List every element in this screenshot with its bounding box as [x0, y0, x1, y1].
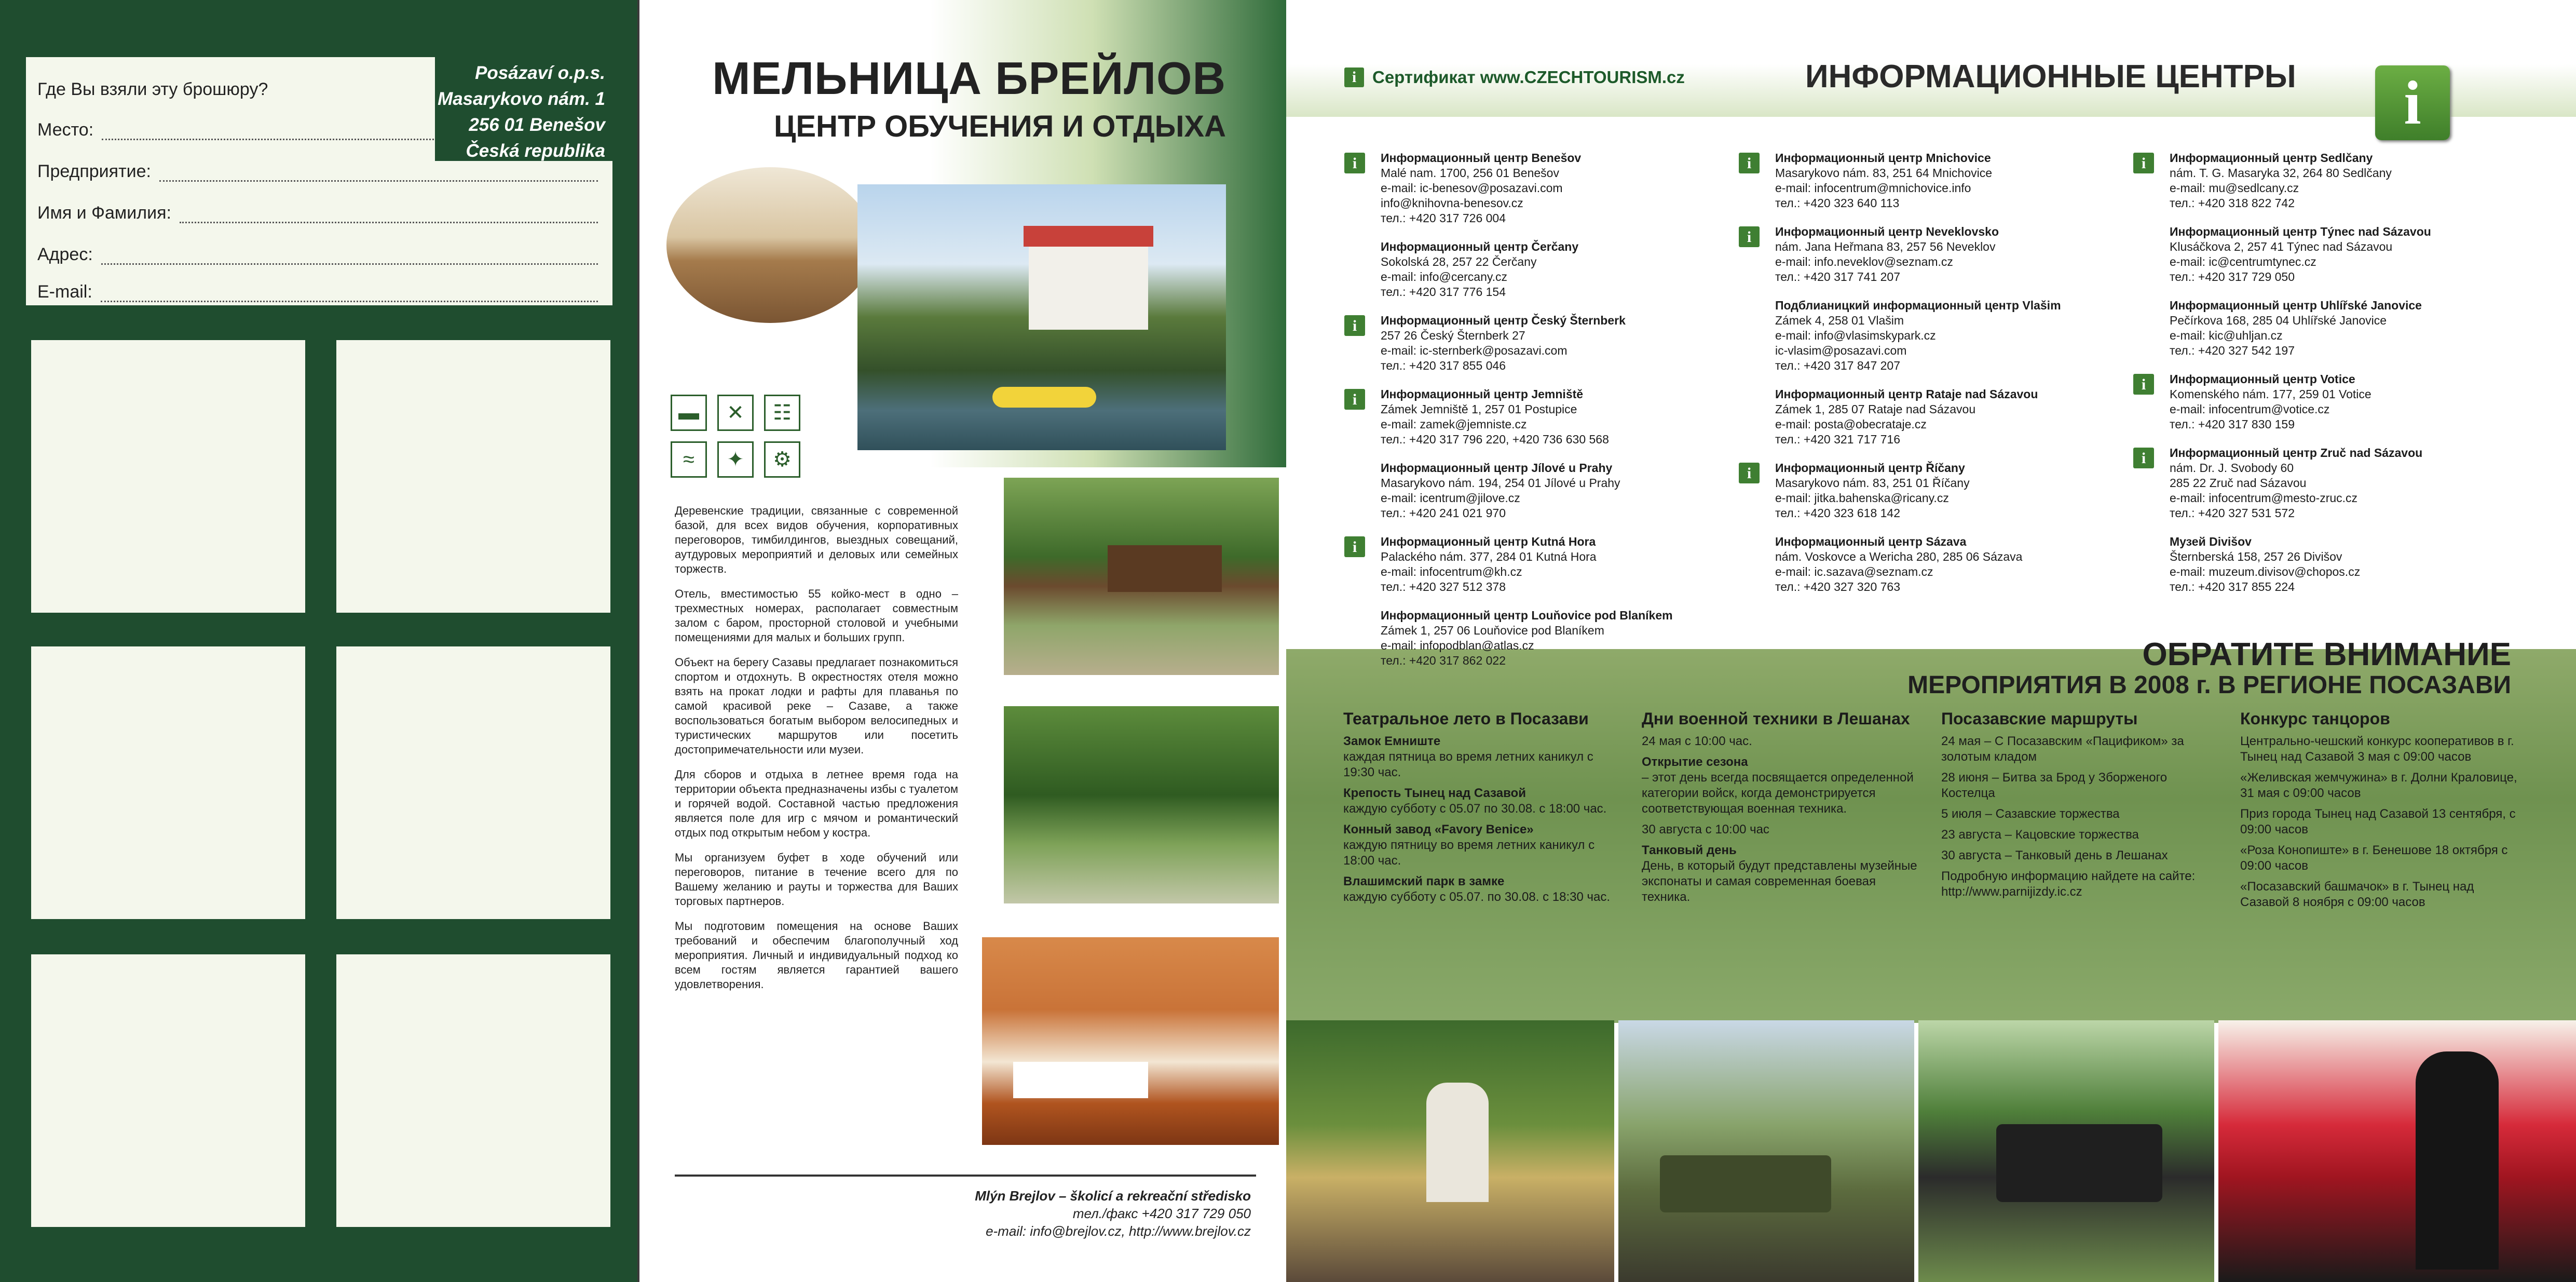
info-center-line: тел.: +420 317 855 224: [2170, 580, 2295, 593]
boat-icon: ≈: [671, 441, 707, 478]
blank-slot: [31, 954, 305, 1227]
centers-column-1: [1344, 151, 1728, 682]
theatre-photo: [1286, 1020, 1614, 1282]
event-text: Приз города Тынец над Сазавой 13 сентября, с 09:00 часов: [2240, 807, 2516, 836]
info-center-line: тел.: +420 241 021 970: [1381, 506, 1506, 520]
info-center-line: nám. Dr. J. Svobody 60: [2170, 461, 2294, 475]
event-text: 28 июня – Битва за Брод у Зборженого Костелца: [1941, 771, 2168, 800]
info-center-name: Информационный центр Sázava: [1775, 535, 1967, 548]
info-center-line: тел.: +420 321 717 716: [1775, 433, 1900, 446]
event-title: Влашимский парк в замке: [1343, 874, 1505, 888]
centers-column-3: [2133, 151, 2528, 608]
event-text: каждую пятницу во время летних каникул с 18:00 час.: [1343, 838, 1595, 868]
event-heading: Посазавские маршруты: [1941, 709, 2138, 728]
events-column-theatre: [1343, 709, 1618, 910]
certified-info-icon: i: [1739, 463, 1760, 483]
info-center-email[interactable]: ic-vlasim@posazavi.com: [1775, 344, 1907, 357]
info-center-line: Šternberská 158, 257 26 Divišov: [2170, 550, 2342, 563]
cutlery-icon: ✕: [717, 395, 754, 431]
info-center-name: Подблианицкий информационный центр Vlašim: [1775, 299, 2061, 312]
info-center-line: тел.: +420 317 776 154: [1381, 285, 1506, 299]
info-center-line: тел.: +420 317 796 220, +420 736 630 568: [1381, 433, 1609, 446]
event-text: 24 мая – С Посазавским «Пацификом» за золотым кладом: [1941, 734, 2184, 764]
feedback-panel: [0, 0, 637, 1282]
certified-info-icon: i: [2133, 448, 2154, 468]
events-column-military: [1642, 709, 1919, 910]
info-center-email[interactable]: e-mail: info@vlasimskypark.cz: [1775, 329, 1936, 342]
info-center-line: Masarykovo nám. 83, 251 01 Říčany: [1775, 476, 1970, 490]
info-center-line: Zámek 1, 285 07 Rataje nad Sázavou: [1775, 402, 1976, 416]
certified-info-icon: i: [1344, 315, 1365, 336]
certified-info-icon: i: [1739, 226, 1760, 247]
event-item: [1343, 786, 1618, 817]
info-center-name: Информационный центр Týnec nad Sázavou: [2170, 225, 2431, 238]
info-center-line: Palackého nám. 377, 284 01 Kutná Hora: [1381, 550, 1597, 563]
info-center-email[interactable]: e-mail: zamek@jemniste.cz: [1381, 417, 1527, 431]
info-center-name: Информационный центр Jílové u Prahy: [1381, 461, 1613, 475]
info-centers-panel: [1286, 0, 2576, 1282]
event-text: – этот день всегда посвящается определенной категории войск, когда демонстрируется соответствующая военная техника.: [1642, 771, 1914, 816]
certified-info-icon: i: [1344, 153, 1365, 173]
cabin-photo: [1004, 478, 1279, 675]
info-center-email[interactable]: e-mail: ic.sazava@seznam.cz: [1775, 565, 1933, 578]
info-center-line: Klusáčkova 2, 257 41 Týnec nad Sázavou: [2170, 240, 2393, 253]
info-center-line: nám. Jana Heřmana 83, 257 56 Neveklov: [1775, 240, 1996, 253]
event-heading: Театральное лето в Посазави: [1343, 709, 1589, 728]
event-text: 23 августа – Кацовские торжества: [1941, 828, 2139, 842]
info-center-line: тел.: +420 317 847 207: [1775, 359, 1900, 372]
event-title: Крепость Тынец над Сазавой: [1343, 786, 1526, 800]
field-place[interactable]: Место:: [37, 109, 437, 140]
info-center-entry: [2133, 372, 2528, 432]
info-center-line: тел.: +420 327 320 763: [1775, 580, 1900, 593]
event-text: «Желивская жемчужина» в г. Долни Краловице, 31 мая с 09:00 часов: [2240, 771, 2517, 800]
info-center-email[interactable]: e-mail: posta@obecrataje.cz: [1775, 417, 1927, 431]
info-center-line: 285 22 Zruč nad Sázavou: [2170, 476, 2307, 490]
info-center-name: Информационный центр Neveklovsko: [1775, 225, 1999, 238]
event-item: [1343, 734, 1618, 780]
publisher-address: Posázaví o.p.s. Masarykovo nám. 1 256 01 Benešov Česká republika: [435, 57, 612, 161]
field-address[interactable]: Адрес:: [37, 234, 598, 265]
info-center-entry: [2133, 534, 2528, 595]
info-center-entry: [1344, 313, 1728, 373]
info-center-name: Информационный центр Říčany: [1775, 461, 1965, 475]
place-line[interactable]: [102, 119, 437, 140]
events-column-routes: [1941, 709, 2221, 905]
mill-panel: [639, 0, 1286, 1282]
certified-info-icon: i: [2133, 374, 2154, 395]
info-center-email[interactable]: info@knihovna-benesov.cz: [1381, 196, 1523, 210]
mill-river-photo: [857, 184, 1226, 450]
info-center-line: тел.: +420 327 512 378: [1381, 580, 1506, 593]
info-center-entry: [1344, 151, 1728, 226]
boats: [992, 387, 1096, 408]
info-center-name: Информационный центр Mnichovice: [1775, 151, 1991, 165]
info-center-entry: [2133, 151, 2528, 211]
info-center-email[interactable]: e-mail: infocentrum@mesto-zruc.cz: [2170, 491, 2358, 505]
info-center-email[interactable]: e-mail: mu@sedlcany.cz: [2170, 181, 2299, 195]
info-center-name: Информационный центр Jemniště: [1381, 387, 1584, 401]
classroom-photo: [666, 167, 874, 323]
info-center-email[interactable]: e-mail: ic-sternberk@posazavi.com: [1381, 344, 1568, 357]
mill-description: Деревенские традиции, связанные с современной базой, для всех видов обучения, корпоративных переговоров, тимбилдингов, выездных совещаний, аутдуровых мероприятий и деловых или семейных торжеств. Отель, вместимостью 55 койко-мест в одно – трехместных номерах, располагает совместным залом с баром, просторной столовой и учебными помещениями для малых и больших групп. Объект на берегу Сазавы предлагает познакомиться спортом и отдохнуть. В окрестностях отеля можно взять на прокат лодки и рафты для плаванья по самой красивой реке – Сазаве, а также воспользоваться богатым выбором велосипедных и туристических маршрутов или посетить достопримечательности или музеи. Для сборов и отдыха в летнее время года на территории объекта предназначены избы с туалетом и горячей водой. Составной частью предложения является поле для игр с мячом и романтический отдых под открытым небом у костра. Мы организуем буфет в ходе обучений или переговоров, питание в течение всего для по Вашему желанию и рауты и торжества для Ваших торговых партнеров. Мы подготовим помещения на основе Ваших требований и обеспечим благополучный ход мероприятия. Личный и индивидуальный подход ко всем гостям является гарантией вашего удовлетворения.: [675, 504, 958, 991]
event-item: [2240, 843, 2520, 874]
info-center-line: Zámek 1, 257 06 Louňovice pod Blaníkem: [1381, 624, 1604, 637]
event-title: Замок Емниште: [1343, 734, 1441, 748]
event-text: 30 августа с 10:00 час: [1642, 822, 1769, 836]
blank-slot: [336, 340, 610, 613]
info-center-line: Zámek 4, 258 01 Vlašim: [1775, 314, 1904, 327]
info-center-line: Sokolská 28, 257 22 Čerčany: [1381, 255, 1537, 268]
dancer: [2416, 1051, 2499, 1270]
mill-building: [1029, 241, 1148, 330]
info-center-line: Malé nam. 1700, 256 01 Benešov: [1381, 166, 1559, 180]
event-text: 30 августа – Танковый день в Лешанах: [1941, 848, 2168, 862]
info-center-entry: [1739, 461, 2123, 521]
info-center-email[interactable]: e-mail: jitka.bahenska@ricany.cz: [1775, 491, 1949, 505]
event-text: Подробную информацию найдете на сайте: http://www.parnijizdy.ic.cz: [1941, 869, 2196, 899]
info-center-name: Информационный центр Uhlířské Janovice: [2170, 299, 2422, 312]
event-item: [1642, 754, 1919, 817]
certified-info-icon: i: [1739, 153, 1760, 173]
info-center-line: тел.: +420 323 640 113: [1775, 196, 1900, 210]
info-center-name: Информационный центр Louňovice pod Blaníkem: [1381, 609, 1673, 622]
info-center-email[interactable]: e-mail: infocentrum@votice.cz: [2170, 402, 2330, 416]
events-column-dance: [2240, 709, 2520, 915]
event-item: [1941, 869, 2221, 900]
room-photo: [982, 937, 1279, 1145]
info-center-line: тел.: +420 317 729 050: [2170, 270, 2295, 284]
address-line[interactable]: [101, 244, 598, 265]
train-photo: [1918, 1020, 2214, 1282]
event-title: Танковый день: [1642, 843, 1737, 857]
info-center-line: тел.: +420 317 830 159: [2170, 417, 2295, 431]
event-item: [1941, 848, 2221, 863]
field-email[interactable]: E-mail:: [37, 271, 598, 302]
event-item: [2240, 806, 2520, 838]
info-center-line: тел.: +420 318 822 742: [2170, 196, 2295, 210]
event-title: Открытие сезона: [1642, 755, 1748, 769]
info-center-name: Информационный центр Čerčany: [1381, 240, 1579, 253]
attention-heading: ОБРАТИТЕ ВНИМАНИЕ: [2142, 637, 2511, 672]
event-heading: Конкурс танцоров: [2240, 709, 2390, 728]
field-company[interactable]: Предприятие:: [37, 151, 598, 182]
info-center-name: Информационный центр Sedlčany: [2170, 151, 2373, 165]
info-center-entry: [1344, 461, 1728, 521]
footer-rule: [675, 1175, 1256, 1177]
info-center-entry: [1739, 387, 2123, 447]
info-center-email[interactable]: e-mail: infocentrum@mnichovice.info: [1775, 181, 1971, 195]
info-icon: i: [1344, 68, 1364, 87]
event-item: [1941, 827, 2221, 843]
blank-slot: [336, 954, 610, 1227]
info-center-email[interactable]: e-mail: icentrum@jilove.cz: [1381, 491, 1520, 505]
event-text: каждую субботу с 05.07. по 30.08. с 18:30 час.: [1343, 890, 1610, 904]
event-item: [1343, 822, 1618, 869]
dance-photo: [2218, 1020, 2576, 1282]
email-line[interactable]: [101, 281, 598, 302]
forest-photo: [1004, 706, 1279, 903]
event-title: Конный завод «Favory Benice»: [1343, 822, 1534, 836]
info-badge-icon: i: [2375, 65, 2450, 140]
event-heading: Дни военной техники в Лешанах: [1642, 709, 1910, 728]
info-center-entry: [1344, 387, 1728, 447]
event-text: «Посазавский башмачок» в г. Тынец над Сазавой 8 ноября с 09:00 часов: [2240, 880, 2474, 909]
meeting-icon: ☷: [764, 395, 800, 431]
info-center-email[interactable]: e-mail: infopodblan@atlas.cz: [1381, 639, 1534, 652]
blank-slot: [31, 340, 305, 613]
info-center-line: nám. T. G. Masaryka 32, 264 80 Sedlčany: [2170, 166, 2392, 180]
info-center-entry: [1739, 224, 2123, 285]
form-question: Где Вы взяли эту брошюру?: [37, 79, 268, 99]
info-center-line: тел.: +420 327 531 572: [2170, 506, 2295, 520]
info-center-name: Информационный центр Kutná Hora: [1381, 535, 1596, 548]
hiking-icon: ✦: [717, 441, 754, 478]
info-center-line: Masarykovo nám. 83, 251 64 Mnichovice: [1775, 166, 1993, 180]
info-center-line: 257 26 Český Šternberk 27: [1381, 329, 1525, 342]
certified-info-icon: i: [1344, 536, 1365, 557]
event-item: [1941, 770, 2221, 801]
mill-roof: [1024, 226, 1153, 247]
event-item: [1343, 874, 1618, 905]
info-center-name: Музей Divišov: [2170, 535, 2252, 548]
bed: [1013, 1062, 1148, 1098]
info-center-email[interactable]: e-mail: ic-benesov@posazavi.com: [1381, 181, 1563, 195]
bicycle-icon: ⚙: [764, 441, 800, 478]
info-center-entry: [2133, 446, 2528, 521]
event-item: [1642, 734, 1919, 749]
field-name[interactable]: Имя и Фамилия:: [37, 192, 598, 223]
info-center-line: тел.: +420 327 542 197: [2170, 344, 2295, 357]
event-text: 24 мая с 10:00 час.: [1642, 734, 1752, 748]
info-center-name: Информационный центр Benešov: [1381, 151, 1582, 165]
event-item: [2240, 879, 2520, 910]
certificate-line: i Сертификат www.CZECHTOURISM.cz: [1344, 68, 1685, 87]
info-center-entry: [1344, 239, 1728, 300]
info-center-name: Информационный центр Votice: [2170, 372, 2355, 386]
certified-info-icon: i: [2133, 153, 2154, 173]
info-center-line: Zámek Jemniště 1, 257 01 Postupice: [1381, 402, 1577, 416]
info-center-name: Информационный центр Český Šternberk: [1381, 314, 1626, 327]
info-center-entry: [1739, 298, 2123, 373]
info-centers-title: ИНФОРМАЦИОННЫЕ ЦЕНТРЫ: [1805, 59, 2296, 95]
event-text: «Роза Конопиште» в г. Бенешове 18 октября с 09:00 часов: [2240, 843, 2508, 873]
info-center-entry: [2133, 224, 2528, 285]
mill-footer: Mlýn Brejlov – školicí a rekreační středisko тел./факс +420 317 729 050 e-mail: info@brejlov.cz, http://www.brejlov.cz: [975, 1188, 1251, 1239]
locomotive: [1996, 1124, 2162, 1202]
info-center-email[interactable]: e-mail: info.neveklov@seznam.cz: [1775, 255, 1953, 268]
name-line[interactable]: [180, 202, 598, 223]
info-center-email[interactable]: e-mail: infocentrum@kh.cz: [1381, 565, 1522, 578]
event-item: [1642, 822, 1919, 838]
info-center-email[interactable]: e-mail: kic@uhljan.cz: [2170, 329, 2283, 342]
event-text: Центрально-чешский конкурс кооперативов в г. Тынец над Сазавой 3 мая с 09:00 часов: [2240, 734, 2514, 764]
bed-icon: ▬: [671, 395, 707, 431]
blank-slot: [336, 646, 610, 919]
info-center-email[interactable]: e-mail: info@cercany.cz: [1381, 270, 1508, 284]
info-center-entry: [2133, 298, 2528, 358]
info-center-line: тел.: +420 317 741 207: [1775, 270, 1900, 284]
info-center-entry: [1344, 534, 1728, 595]
performer: [1426, 1083, 1489, 1202]
page-subtitle: ЦЕНТР ОБУЧЕНИЯ И ОТДЫХА: [774, 110, 1226, 143]
event-text: 5 июля – Сазавские торжества: [1941, 807, 2120, 821]
info-center-line: тел.: +420 317 855 046: [1381, 359, 1506, 372]
event-item: [2240, 770, 2520, 801]
info-center-line: тел.: +420 323 618 142: [1775, 506, 1900, 520]
events-heading: МЕРОПРИЯТИЯ В 2008 г. В РЕГИОНЕ ПОСАЗАВИ: [1907, 671, 2511, 699]
info-center-email[interactable]: e-mail: muzeum.divisov@chopos.cz: [2170, 565, 2361, 578]
info-center-entry: [1739, 151, 2123, 211]
certified-info-icon: i: [1344, 389, 1365, 410]
page-title: МЕЛЬНИЦА БРЕЙЛОВ: [712, 52, 1226, 104]
info-center-line: Pečírkova 168, 285 04 Uhlířské Janovice: [2170, 314, 2387, 327]
info-center-line: Masarykovo nám. 194, 254 01 Jílové u Prahy: [1381, 476, 1620, 490]
event-item: [1642, 843, 1919, 905]
info-center-entry: [1739, 534, 2123, 595]
event-item: [1941, 734, 2221, 765]
info-center-email[interactable]: e-mail: ic@centrumtynec.cz: [2170, 255, 2316, 268]
event-text: каждую субботу с 05.07 по 30.08. с 18:00 час.: [1343, 802, 1607, 816]
tank-photo: [1618, 1020, 1914, 1282]
info-center-name: Информационный центр Zruč nad Sázavou: [2170, 446, 2423, 460]
info-center-line: тел.: +420 317 862 022: [1381, 654, 1506, 667]
tank: [1660, 1155, 1831, 1212]
event-text: День, в который будут представлены музейные экспонаты и самая современная боевая техника.: [1642, 859, 1917, 904]
centers-column-2: [1739, 151, 2123, 608]
blank-slot: [31, 646, 305, 919]
cabin: [1108, 545, 1222, 592]
event-text: каждая пятница во время летних каникул с 19:30 час.: [1343, 750, 1593, 779]
info-center-name: Информационный центр Rataje nad Sázavou: [1775, 387, 2038, 401]
info-center-line: nám. Voskovce a Wericha 280, 285 06 Sázava: [1775, 550, 2023, 563]
info-center-line: Komenského nám. 177, 259 01 Votice: [2170, 387, 2371, 401]
event-item: [1941, 806, 2221, 822]
info-center-line: тел.: +420 317 726 004: [1381, 211, 1506, 225]
event-item: [2240, 734, 2520, 765]
